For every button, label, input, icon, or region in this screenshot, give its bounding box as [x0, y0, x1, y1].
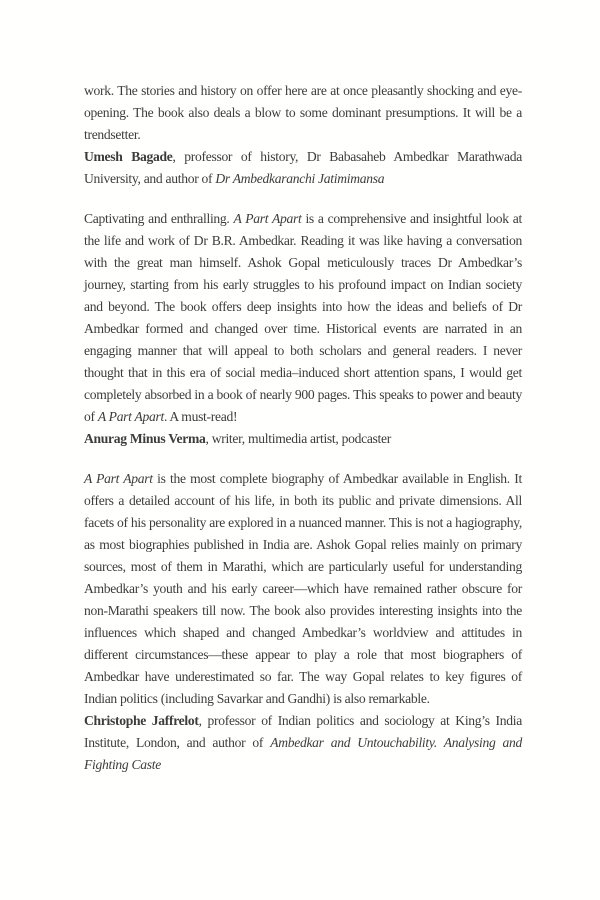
book-title: A Part Apart	[233, 211, 302, 226]
blurb-anurag-minus-verma	[84, 208, 522, 450]
reviewer-name: Christophe Jaffrelot	[84, 713, 199, 728]
text-run: , professor of history, Dr Babasaheb Ambedkar Marathwada University, and author of	[84, 149, 523, 186]
attribution-text	[84, 710, 522, 776]
text-run: is a comprehensive and insightful look at the life and work of Dr B.R. Ambedkar. Reading it was like having a conversation with the great man himself. Ashok Gopal meticulously traces Dr Ambedkar’s journey, starting from his early struggles to his profound impact on Indian society and beyond. The book offers deep insights into how the ideas and beliefs of Dr Ambedkar formed and changed over time. Historical events are narrated in an engaging manner that will appeal to both scholars and general readers. I never thought that in this era of social media–induced short attention spans, I would get completely absorbed in a book of nearly 900 pages. This speaks to power and beauty of	[84, 211, 522, 424]
text-run: . A must-read!	[163, 409, 238, 424]
blurb-christophe-jaffrelot	[84, 468, 522, 776]
reviewer-name: Anurag Minus Verma	[84, 431, 206, 446]
review-text	[84, 80, 522, 146]
book-title: A Part Apart	[97, 409, 164, 424]
text-run: is the most complete biography of Ambedkar available in English. It offers a detailed account of his life, in both its public and private dimensions. All facets of his personality are explored in a nuanced manner. This is not a hagiography, as most biographies published in India are. Ashok Gopal relies mainly on primary sources, most of them in Marathi, which are particularly useful for understanding Ambedkar’s youth and his early career—which have remained rather obscure for non-Marathi speakers till now. The book also provides interesting insights into the influences which shaped and changed Ambedkar’s worldview and attitudes in different circumstances—these appear to play a role that most biographers of Ambedkar have underestimated so far. The way Gopal relates to key figures of Indian politics (including Savarkar and Gandhi) is also remarkable.	[84, 471, 522, 706]
attribution-text	[84, 428, 522, 450]
book-title: A Part Apart	[84, 471, 153, 486]
reviewer-name: Umesh Bagade	[84, 149, 173, 164]
text-run: , professor of Indian politics and sociology at King’s India Institute, London, and author of	[84, 713, 522, 750]
text-run: , writer, multimedia artist, podcaster	[205, 431, 391, 446]
book-title: Ambedkar and Untouchability. Analysing and Fighting Caste	[84, 735, 522, 772]
review-text	[84, 468, 522, 710]
review-text	[84, 208, 522, 428]
attribution-text	[84, 146, 522, 190]
text-run: Captivating and enthralling.	[84, 211, 234, 226]
blurb-umesh-bagade	[84, 80, 522, 190]
text-run: work. The stories and history on offer here are at once pleasantly shocking and eye-opening. The book also deals a blow to some dominant presumptions. It will be a trendsetter.	[84, 83, 522, 142]
book-title: Dr Ambedkaranchi Jatimimansa	[215, 171, 385, 186]
